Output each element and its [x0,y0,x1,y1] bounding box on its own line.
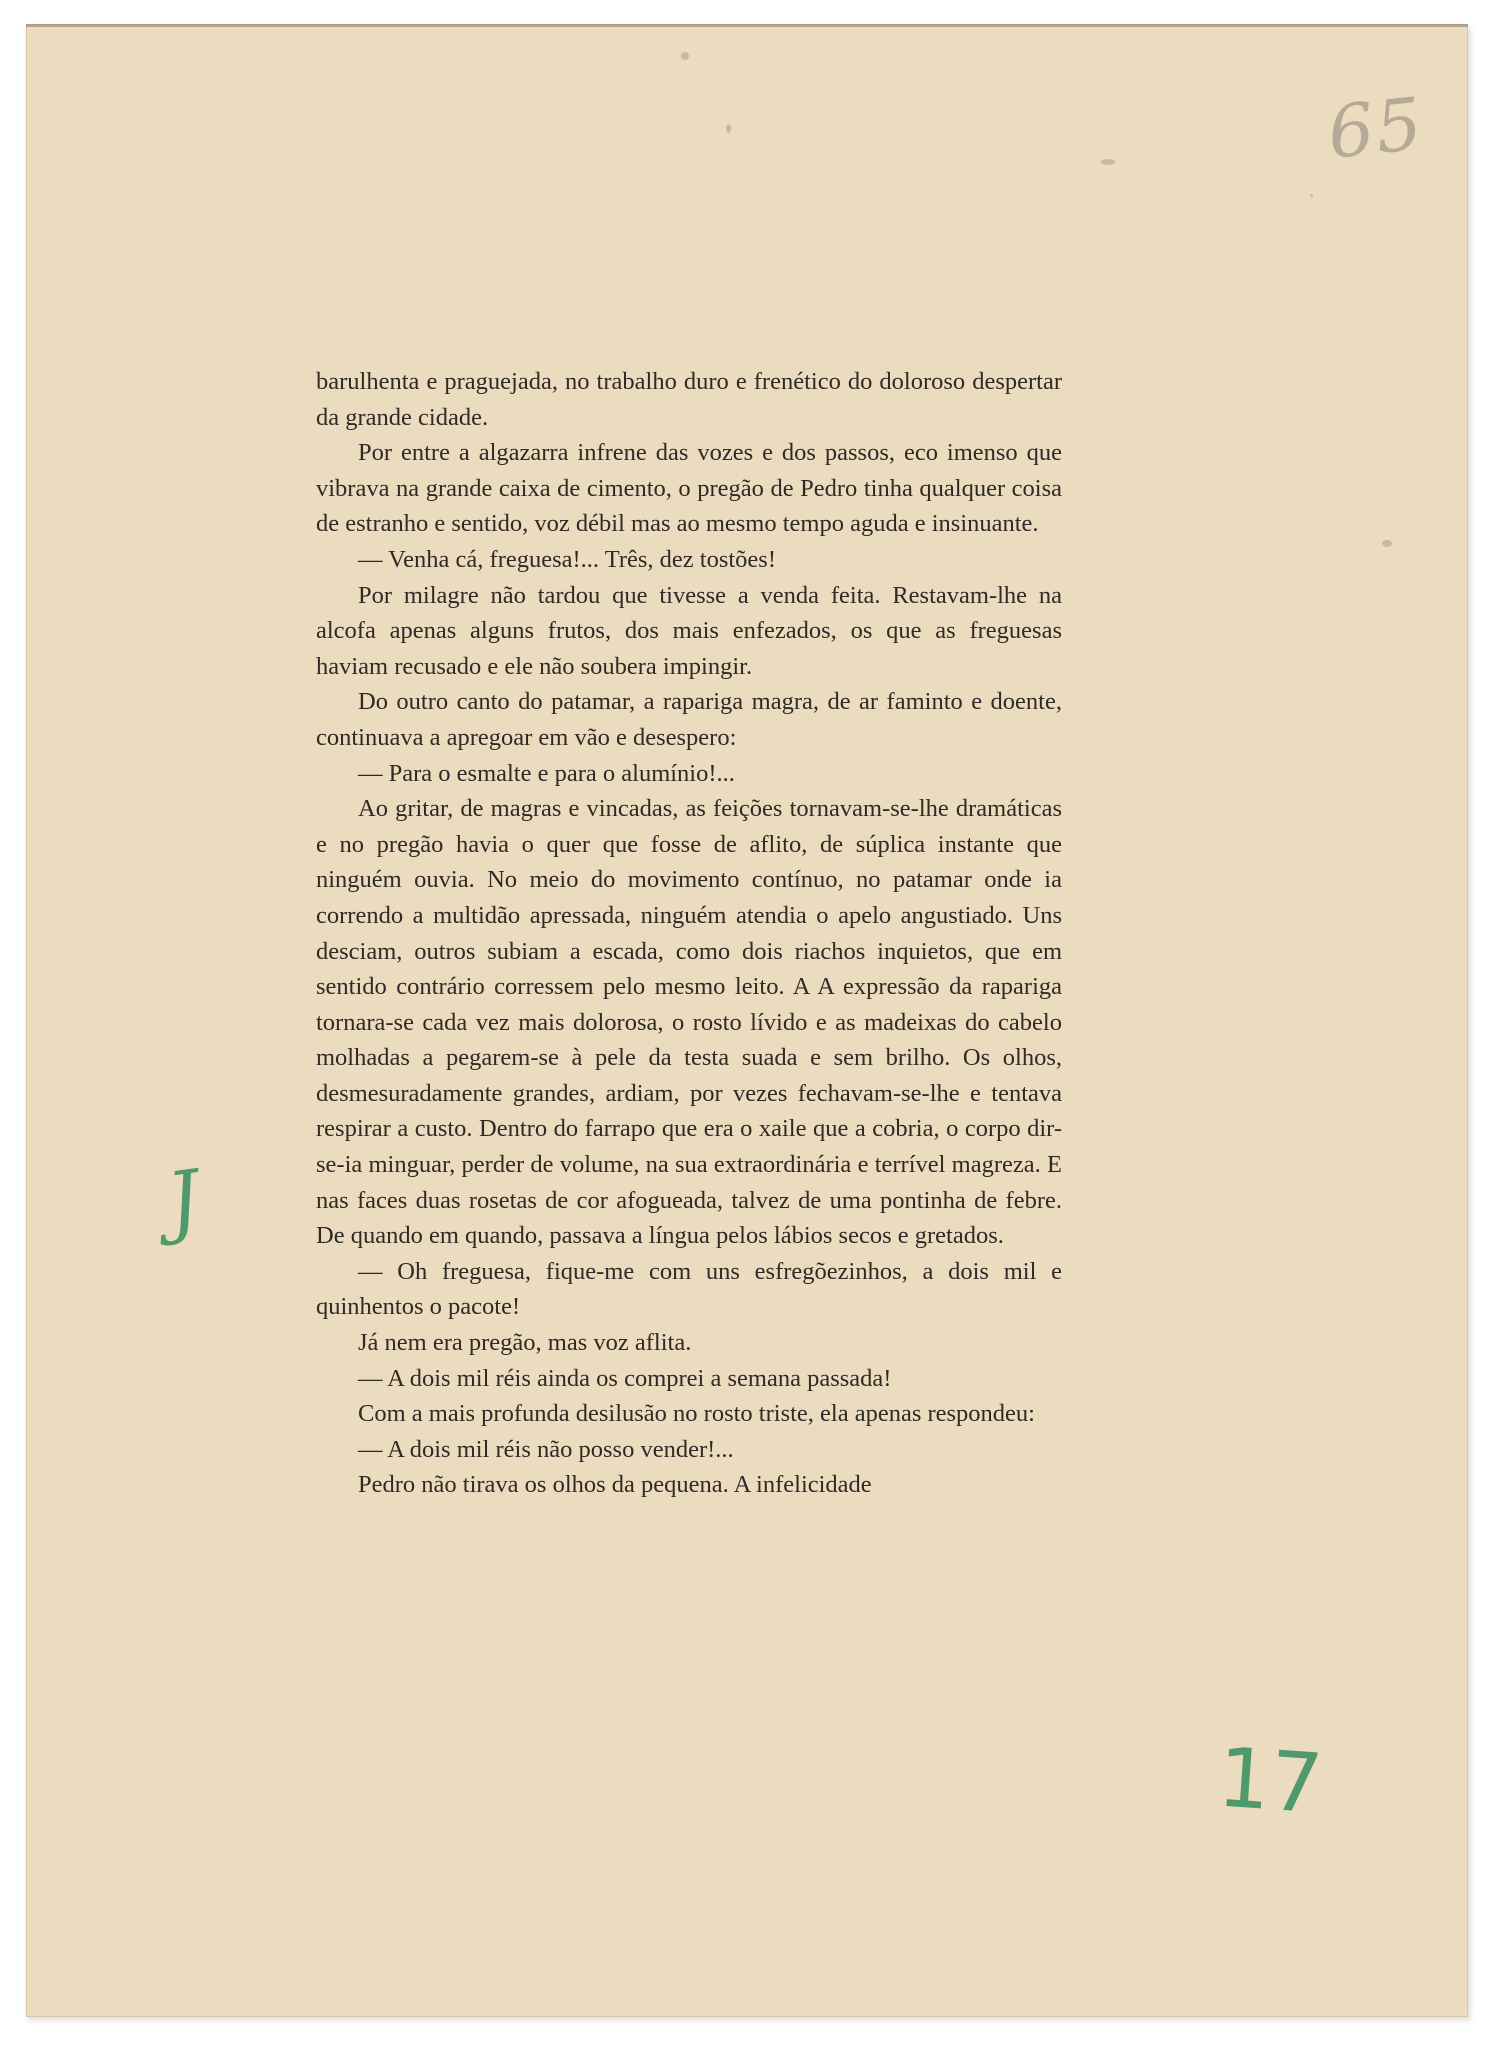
paper-speck [681,52,689,60]
margin-note-left: J [161,1154,206,1248]
body-text [316,364,1062,1503]
paragraph-10: — A dois mil réis ainda os comprei a semana passada! [358,1364,892,1392]
paper-speck [1101,159,1115,165]
paper-speck [1310,194,1313,197]
paragraph-2: Por entre a algazarra infrene das vozes e dos passos, eco imenso que vibrava na grande caixa de cimento, o pregão de Pedro tinha qualquer coisa de estranho e sentido, voz débil mas ao mesmo tempo aguda e insinuante. [316,439,1062,538]
paragraph-8: — Oh freguesa, fique-me com uns esfregõezinhos, a dois mil e quinhentos o pacote! [316,1257,1062,1321]
paragraph-12: — A dois mil réis não posso vender!... [358,1435,734,1463]
page-number: 65 [1323,81,1428,175]
paragraph-6: — Para o esmalte e para o alumínio!... [358,759,735,787]
paragraph-11: Com a mais profunda desilusão no rosto triste, ela apenas respondeu: [358,1400,1035,1428]
margin-note-right: 17 [1214,1730,1326,1833]
document-page [26,24,1468,2017]
paper-speck [1382,540,1392,547]
paragraph-4: Por milagre não tardou que tivesse a venda feita. Restavam-lhe na alcofa apenas alguns frutos, dos mais enfezados, os que as freguesas haviam recusado e ele não soubera impingir. [316,581,1062,680]
paragraph-7: Ao gritar, de magras e vincadas, as feições tornavam-se-lhe dramáticas e no pregão havia o quer que fosse de aflito, de súplica instante que ninguém ouvia. No meio do movimento contínuo, no patamar onde ia correndo a multidão apressada, ninguém atendia o apelo angustiado. Uns desciam, outros subiam a escada, como dois riachos inquietos, que em sentido contrário corressem pelo mesmo leito. A A expressão da rapariga tornara-se cada vez mais dolorosa, o rosto lívido e as madeixas do cabelo molhadas a pegarem-se à pele da testa suada e sem brilho. Os olhos, desmesuradamente grandes, ardiam, por vezes fechavam-se-lhe e tentava respirar a custo. Dentro do farrapo que era o xaile que a cobria, o corpo dir-se-ia minguar, perder de volume, na sua extraordinária e terrível magreza. E nas faces duas rosetas de cor afogueada, talvez de uma pontinha de febre. De quando em quando, passava a língua pelos lábios secos e gretados. [316,795,1062,1250]
paragraph-13: Pedro não tirava os olhos da pequena. A infelicidade [358,1471,872,1499]
paragraph-9: Já nem era pregão, mas voz aflita. [358,1329,692,1357]
paragraph-3: — Venha cá, freguesa!... Três, dez tostões! [358,545,776,573]
paper-speck [726,124,731,133]
paragraph-1: barulhenta e praguejada, no trabalho duro e frenético do doloroso despertar da grande cidade. [316,368,1062,431]
paragraph-5: Do outro canto do patamar, a rapariga magra, de ar faminto e doente, continuava a apregoar em vão e desespero: [316,688,1062,751]
